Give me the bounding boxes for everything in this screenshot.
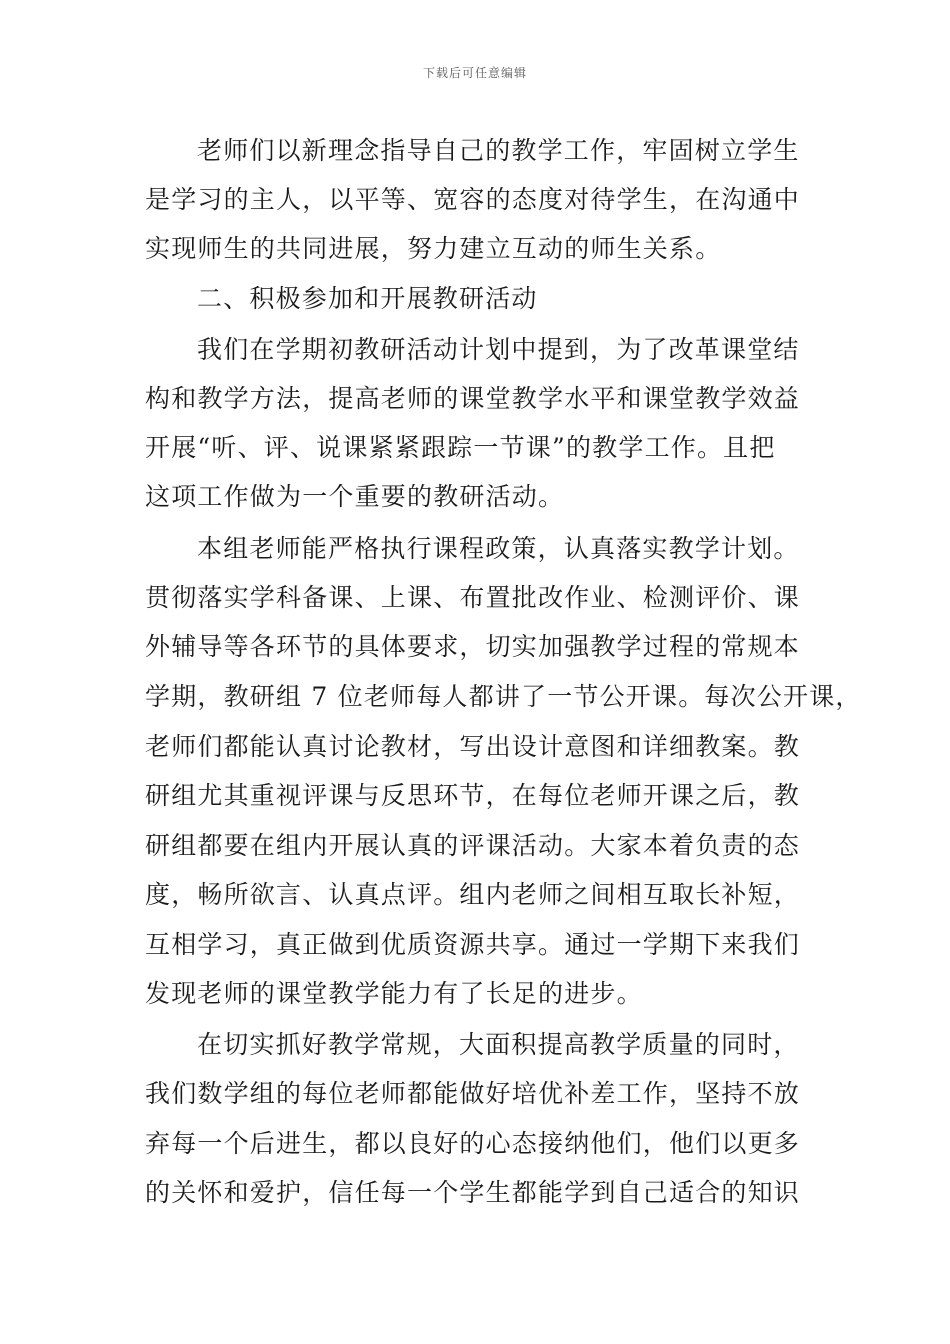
text-line: 开展“听、评、说课紧紧跟踪一节课”的教学工作。且把 — [145, 433, 776, 462]
text-line: 研组尤其重视评课与反思环节，在每位老师开课之后，教 — [145, 781, 801, 810]
text-line: 研组都要在组内开展认真的评课活动。大家本着负责的态 — [145, 831, 801, 860]
text-line: 在切实抓好教学常规，大面积提高教学质量的同时， — [197, 1030, 800, 1059]
text-line: 构和教学方法，提高老师的课堂教学水平和课堂教学效益 — [145, 384, 801, 413]
text-line: 学期，教研组 7 位老师每人都讲了一节公开课。每次公开课， — [145, 682, 862, 711]
text-line: 互相学习，真正做到优质资源共享。通过一学期下来我们 — [145, 930, 801, 959]
text-line: 是学习的主人，以平等、宽容的态度对待学生，在沟通中 — [145, 185, 801, 214]
text-line: 我们在学期初教研活动计划中提到，为了改革课堂结 — [197, 335, 800, 364]
text-line: 度，畅所欲言、认真点评。组内老师之间相互取长补短， — [145, 880, 801, 909]
text-line: 发现老师的课堂教学能力有了长足的进步。 — [145, 979, 643, 1008]
text-line: 老师们以新理念指导自己的教学工作，牢固树立学生 — [197, 136, 800, 165]
text-line: 的关怀和爱护，信任每一个学生都能学到自己适合的知识 — [145, 1178, 801, 1207]
text-line: 贯彻落实学科备课、上课、布置批改作业、检测评价、课 — [145, 583, 801, 612]
page-header: 下载后可任意编辑 — [422, 66, 527, 80]
section-heading: 二、积极参加和开展教研活动 — [197, 284, 538, 313]
text-line: 外辅导等各环节的具体要求，切实加强教学过程的常规本 — [145, 632, 801, 661]
text-line: 我们数学组的每位老师都能做好培优补差工作，坚持不放 — [145, 1079, 801, 1108]
text-line: 弃每一个后进生，都以良好的心态接纳他们，他们以更多 — [145, 1129, 801, 1158]
text-line: 实现师生的共同进展，努力建立互动的师生关系。 — [145, 234, 722, 263]
text-line: 这项工作做为一个重要的教研活动。 — [145, 482, 565, 511]
text-line: 本组老师能严格执行课程政策，认真落实教学计划。 — [197, 534, 800, 563]
text-line: 老师们都能认真讨论教材，写出设计意图和详细教案。教 — [145, 732, 801, 761]
